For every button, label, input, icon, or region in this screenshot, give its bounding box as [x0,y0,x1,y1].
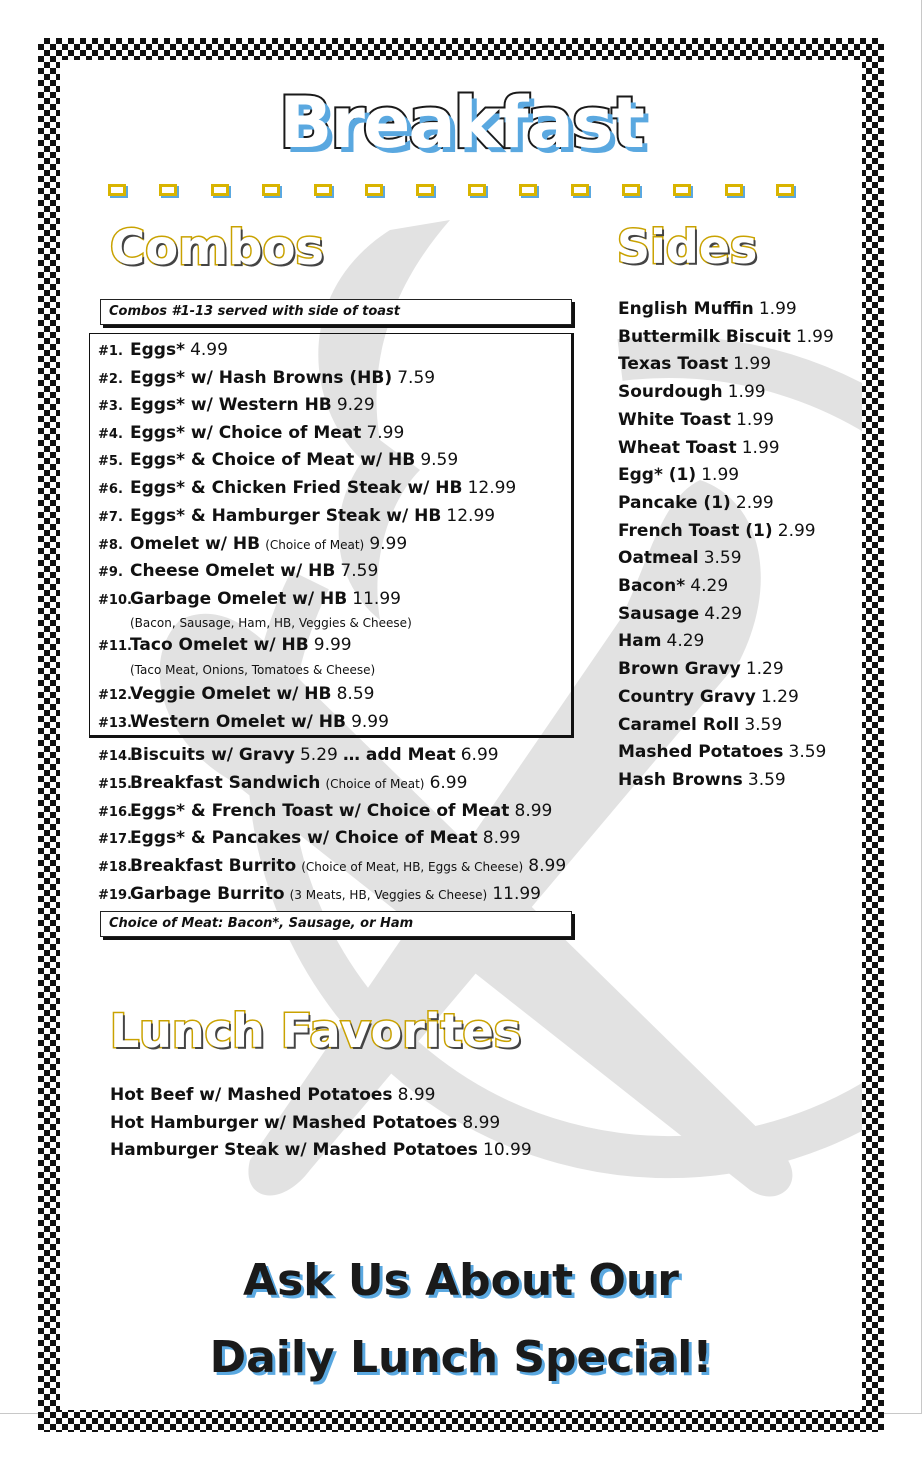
combo-price: 11.99 [492,884,541,904]
combo-item [98,368,435,388]
side-name: Texas Toast [618,354,729,375]
combo-price: 8.99 [482,828,521,848]
combo-item [98,684,374,704]
side-item [618,576,728,596]
combo-name: Veggie Omelet w/ HB [130,684,332,704]
combo-number: #2. [98,372,123,387]
combo-item [98,506,495,526]
combo-note: (Choice of Meat) [265,538,365,552]
combo-number: #10. [98,593,132,608]
combo-number: #18. [98,860,132,875]
combo-item [98,589,401,609]
decorative-dot [673,184,691,196]
combo-item [98,450,458,470]
side-item [618,493,774,513]
combo-number: #3. [98,399,123,414]
lunch-heading: Lunch Favorites [110,1004,522,1058]
lunch-price: 8.99 [397,1085,436,1105]
combo-ingredients: (Bacon, Sausage, Ham, HB, Veggies & Cheese) [130,616,412,630]
side-price: 3.59 [703,548,742,569]
combo-price: 9.29 [336,395,375,415]
combo-number: #17. [98,832,132,847]
side-price: 1.99 [741,437,780,458]
combo-note: (Choice of Meat, HB, Eggs & Cheese) [301,860,524,874]
side-name: French Toast (1) [618,520,773,541]
combo-item [98,635,352,655]
side-price: 1.99 [758,299,797,319]
combo-item [98,561,378,581]
side-name: Caramel Roll [618,714,740,735]
side-item [618,548,742,568]
combo-price: 7.99 [366,423,405,443]
side-name: Oatmeal [618,548,699,569]
decorative-dot [622,184,640,196]
side-price: 1.99 [727,382,766,403]
combo-price: 7.59 [397,368,436,388]
combo-name: Garbage Burrito [130,884,285,904]
combo-name: Biscuits w/ Gravy [130,745,295,765]
side-price: 1.99 [701,465,740,486]
combo-name: Eggs* & Pancakes w/ Choice of Meat [130,828,478,848]
side-item [618,382,766,402]
side-item [618,438,780,458]
combo-number: #14. [98,749,132,764]
side-name: White Toast [618,409,731,430]
lunch-item [110,1113,500,1133]
combo-number: #15. [98,777,132,792]
combo-name: Eggs* & Hamburger Steak w/ HB [130,506,442,526]
combo-name: Eggs* & French Toast w/ Choice of Meat [130,801,510,821]
combo-item [98,395,375,415]
combo-number: #19. [98,888,132,903]
side-name: Egg* (1) [618,465,697,486]
combo-item [98,712,389,732]
combo-name: Omelet w/ HB [130,534,261,554]
side-name: English Muffin [618,299,754,319]
side-price: 1.99 [733,354,772,375]
combo-number: #13. [98,716,132,731]
callout-line-1: Ask Us About Our [243,1255,679,1306]
combo-price: 9.99 [313,635,352,655]
lunch-name: Hot Beef w/ Mashed Potatoes [110,1085,393,1105]
side-price: 4.29 [690,576,729,596]
choice-of-meat-note: Choice of Meat: Bacon*, Sausage, or Ham [100,911,572,937]
combo-price: 9.99 [369,534,408,554]
lunch-price: 8.99 [462,1112,501,1133]
combos-toast-note: Combos #1-13 served with side of toast [100,299,572,325]
combo-item [98,745,499,765]
combo-note: (3 Meats, HB, Veggies & Cheese) [289,888,488,902]
side-name: Mashed Potatoes [618,742,784,763]
combo-item [98,773,467,793]
side-name: Country Gravy [618,686,756,707]
side-item [618,521,816,541]
side-price: 3.59 [788,742,827,763]
combo-name: Eggs* [130,340,185,360]
decorative-dot [571,184,589,196]
combo-name: Eggs* w/ Western HB [130,395,332,415]
combo-number: #8. [98,538,123,553]
sides-heading: Sides [617,220,758,274]
side-name: Buttermilk Biscuit [618,326,791,347]
side-price: 1.99 [736,409,774,430]
lunch-name: Hot Hamburger w/ Mashed Potatoes [110,1112,458,1133]
combo-addon: … add Meat [342,745,456,765]
side-item [618,299,797,319]
combo-name: Cheese Omelet w/ HB [130,561,336,581]
combo-price: 9.99 [351,712,389,732]
decorative-dot [416,184,434,196]
lunch-item [110,1085,436,1105]
side-item [618,631,704,651]
side-item [618,604,742,624]
combo-price: 7.59 [340,561,379,581]
combo-price: 6.99 [429,773,468,793]
combo-number: #1. [98,344,123,359]
side-item [618,742,826,762]
decorative-dot [262,184,280,196]
combo-name: Eggs* & Choice of Meat w/ HB [130,450,416,470]
combo-price: 12.99 [467,478,517,498]
combo-name: Western Omelet w/ HB [130,712,346,732]
side-name: Ham [618,631,662,652]
combo-addon-price: 6.99 [460,745,499,765]
side-price: 1.99 [795,326,834,347]
side-name: Brown Gravy [618,659,741,680]
lunch-price: 10.99 [483,1140,532,1160]
side-item [618,354,771,374]
lunch-item [110,1140,532,1160]
decorative-dot [108,184,126,196]
combo-item [98,856,566,876]
combo-number: #12. [98,688,132,703]
combo-price: 4.99 [190,340,228,360]
side-price: 4.29 [704,603,743,624]
side-price: 2.99 [735,492,774,513]
side-item [618,465,739,485]
combo-name: Eggs* & Chicken Fried Steak w/ HB [130,478,463,498]
combo-price: 8.99 [528,856,567,876]
combo-item [98,884,541,904]
decorative-dot [314,184,332,196]
combo-note: (Choice of Meat) [325,777,425,791]
combo-item [98,423,404,443]
side-price: 4.29 [666,631,705,652]
combo-item [98,801,552,821]
side-price: 1.29 [745,659,784,680]
menu-page [60,60,862,1410]
decorative-dot [211,184,229,196]
decorative-dot [519,184,537,196]
side-item [618,327,834,347]
side-price: 3.59 [744,714,783,735]
combo-price: 12.99 [446,506,496,526]
side-item [618,770,786,790]
combo-name: Garbage Omelet w/ HB [130,589,348,609]
side-name: Wheat Toast [618,437,737,458]
side-name: Bacon* [618,576,686,596]
combo-name: Breakfast Burrito [130,856,297,876]
decorative-dot [159,184,177,196]
combo-number: #5. [98,454,123,469]
side-price: 3.59 [747,769,786,790]
combo-number: #4. [98,427,123,442]
combo-item [98,340,228,360]
combo-name: Eggs* w/ Choice of Meat [130,423,362,443]
side-name: Pancake (1) [618,492,731,513]
combo-number: #16. [98,805,132,820]
combo-item [98,534,407,554]
combo-price: 8.59 [336,684,375,704]
combo-price: 8.99 [514,801,553,821]
combo-name: Taco Omelet w/ HB [130,635,309,655]
decorative-dot [468,184,486,196]
combo-price: 9.59 [420,450,459,470]
combo-price: 5.29 [299,745,338,765]
side-name: Sausage [618,603,700,624]
combo-number: #9. [98,565,123,580]
side-name: Sourdough [618,382,723,403]
combo-item [98,478,516,498]
side-price: 2.99 [777,520,816,541]
combo-number: #11. [98,639,132,654]
combo-ingredients: (Taco Meat, Onions, Tomatoes & Cheese) [130,663,376,677]
decorative-dot [365,184,383,196]
side-item [618,659,784,679]
decorative-dot [776,184,794,196]
side-item [618,410,774,430]
lunch-name: Hamburger Steak w/ Mashed Potatoes [110,1140,478,1160]
combos-heading: Combos [110,220,325,276]
combo-price: 11.99 [352,589,401,609]
side-name: Hash Browns [618,769,743,790]
callout-line-2: Daily Lunch Special! [209,1332,713,1383]
side-price: 1.29 [760,686,799,707]
combo-name: Eggs* w/ Hash Browns (HB) [130,368,393,388]
combo-item [98,828,521,848]
decorative-dot [725,184,743,196]
combo-number: #7. [98,510,123,525]
combo-name: Breakfast Sandwich [130,773,321,793]
page-title: Breakfast [279,82,643,164]
side-item [618,687,799,707]
side-item [618,715,782,735]
combo-number: #6. [98,482,123,497]
